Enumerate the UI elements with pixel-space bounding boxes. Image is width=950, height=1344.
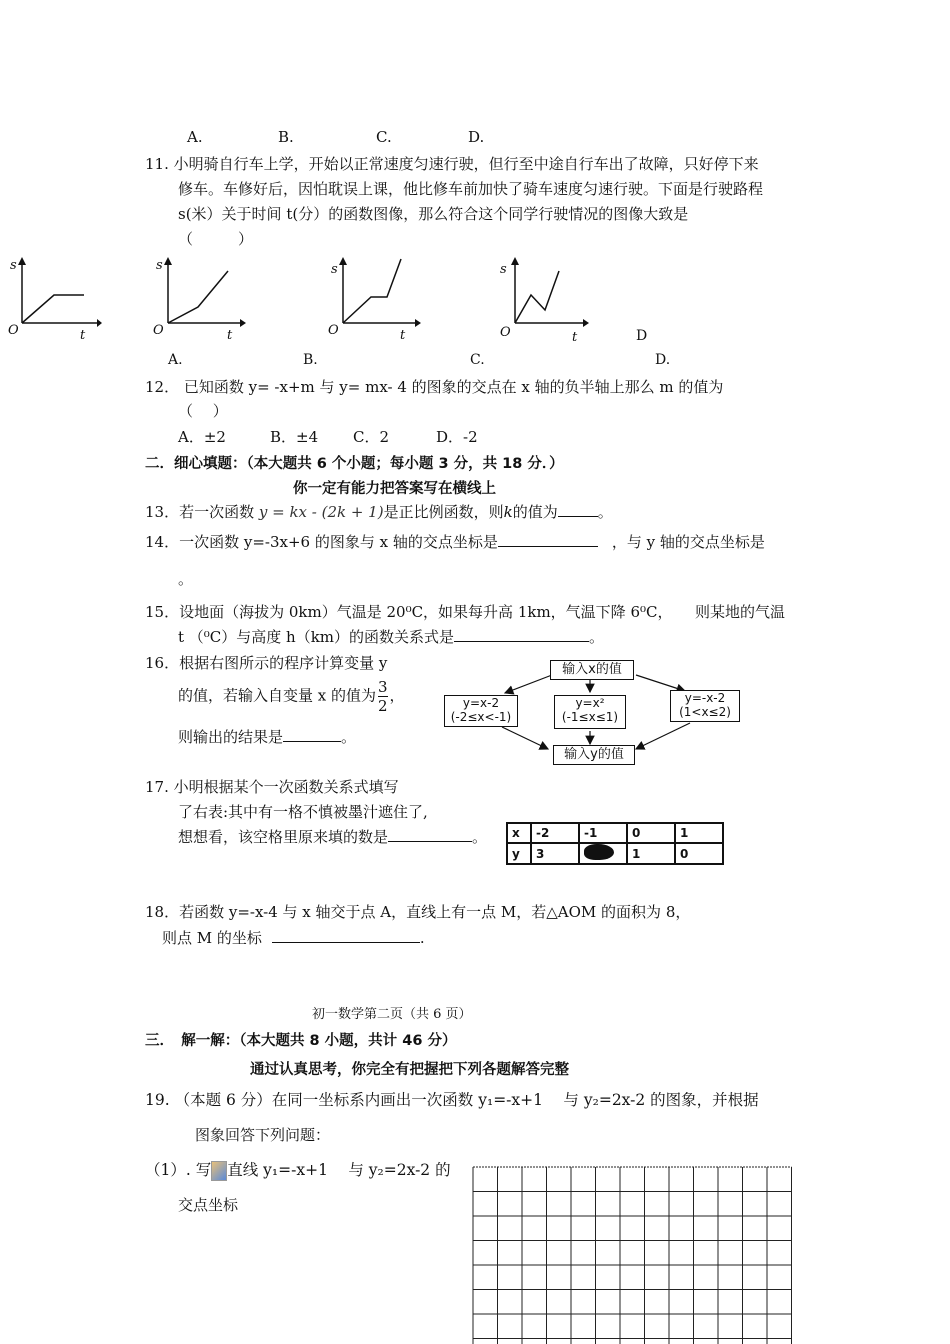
- table-row: [507, 843, 723, 864]
- flow-output-label: 输入y的值: [564, 747, 624, 762]
- table-cell-ink-blot: [579, 843, 627, 864]
- q13-formula: y = kx - (2k + 1): [258, 503, 384, 521]
- q17-line3-text: 想想看，该空格里原来填的数是: [178, 828, 389, 846]
- q18-end: .: [419, 929, 425, 947]
- table-cell: 0: [627, 823, 675, 843]
- q17-line1: 17. 小明根据某个一次函数关系式填写: [145, 778, 399, 796]
- flow-input-label: 输入x的值: [562, 662, 622, 677]
- q16-line1: 16．根据右图所示的程序计算变量 y: [145, 654, 388, 672]
- graph-c-o: O: [328, 323, 339, 338]
- q19-line1: 19. （本题 6 分）在同一坐标系内画出一次函数 y₁=-x+1 与 y₂=2x-2 的图象，并根据: [145, 1091, 759, 1109]
- flow-right-box: [670, 690, 740, 722]
- option-c-top: C.: [376, 128, 392, 146]
- graph-d-t: t: [572, 330, 578, 345]
- q19-sub1a: （1）. 写: [145, 1161, 212, 1179]
- q15-end: 。: [589, 628, 605, 646]
- graph-b-t: t: [227, 328, 233, 343]
- q16-line3: [178, 726, 356, 747]
- table-cell: 1: [627, 843, 675, 864]
- q14-pre: 14．一次函数 y=-3x+6 的图象与 x 轴的交点坐标是: [145, 533, 498, 551]
- q16-line3-text: 则输出的结果是: [178, 728, 284, 746]
- table-cell: y: [507, 843, 531, 864]
- option-b-top: B.: [278, 128, 294, 146]
- q12-line2: （ ）: [178, 402, 228, 420]
- q12-option-d: D．-2: [436, 428, 478, 446]
- q16-line2: [178, 678, 405, 715]
- q11-label-c: C.: [470, 352, 485, 368]
- q18-answer-blank[interactable]: [272, 928, 420, 943]
- q15-line1: 15．设地面（海拔为 0km）气温是 20⁰C，如果每升高 1km，气温下降 6⁰C， 则某地的气温: [145, 603, 785, 621]
- q18-line1: 18．若函数 y=-x-4 与 x 轴交于点 A，直线上有一点 M，若△AOM 的面积为 8，: [145, 903, 691, 921]
- section3-title: 三． 解一解：（本大题共 8 小题，共计 46 分）: [145, 1033, 457, 1049]
- q16-fraction: [378, 678, 388, 715]
- q12-option-a: A．±2: [178, 428, 226, 446]
- q16-comma: ，: [389, 686, 405, 705]
- q12-option-b: B．±4: [270, 428, 319, 446]
- table-cell: 1: [675, 823, 723, 843]
- table-cell: x: [507, 823, 531, 843]
- flow-left-line2: (-2≤x<-1): [450, 710, 512, 724]
- option-a-top: A.: [187, 128, 203, 146]
- q18-line2: [162, 927, 425, 948]
- section3-subtitle: 通过认真思考，你完全有把握把下列各题解答完整: [250, 1062, 569, 1078]
- graph-a-s: s: [10, 258, 17, 273]
- graph-b-o: O: [153, 323, 164, 338]
- q14-end: 。: [178, 570, 194, 588]
- q11-line1: 11. 小明骑自行车上学，开始以正常速度匀速行驶，但行至中途自行车出了故障，只好停下来: [145, 155, 759, 173]
- q13-answer-blank[interactable]: [558, 502, 598, 517]
- section2-subtitle: 你一定有能力把答案写在横线上: [293, 481, 496, 497]
- q17-value-table: [506, 822, 724, 865]
- q17-answer-blank[interactable]: [388, 827, 472, 842]
- q19-sub1b: 直线 y₁=-x+1 与 y₂=2x-2 的: [227, 1161, 451, 1179]
- section2-title: 二．细心填题：（本大题共 6 个小题；每小题 3 分，共 18 分．）: [145, 456, 564, 472]
- graph-a-o: O: [8, 323, 19, 338]
- flow-mid-line1: y=x²: [575, 696, 605, 710]
- q11-label-a: A.: [168, 352, 183, 368]
- q12-line1: 12． 已知函数 y= -x+m 与 y= mx- 4 的图象的交点在 x 轴的负半轴上那么 m 的值为: [145, 378, 724, 396]
- graph-b-s: s: [156, 258, 163, 273]
- q11-line3: s(米）关于时间 t(分）的函数图像，那么符合这个同学行驶情况的图像大致是: [178, 205, 689, 223]
- flow-right-line2: (1<x≤2): [679, 705, 731, 719]
- q11-stray-d: D: [636, 328, 648, 344]
- q15-line2-text: t （⁰C）与高度 h（km）的函数关系式是: [178, 628, 455, 646]
- q13-mid: 是正比例函数，则: [383, 503, 504, 521]
- q14-answer-blank-1[interactable]: [498, 532, 598, 547]
- coordinate-grid[interactable]: [472, 1166, 794, 1344]
- flow-left-line1: y=x-2: [462, 696, 500, 710]
- graph-a-t: t: [80, 328, 86, 343]
- q11-line2: 修车。车修好后，因怕耽误上课，他比修车前加快了骑车速度匀速行驶。下面是行驶路程: [178, 180, 764, 198]
- q19-line2: 图象回答下列问题：: [195, 1126, 331, 1144]
- q14-text: [145, 531, 765, 552]
- q16-line2-text: 的值，若输入自变量 x 的值为: [178, 686, 376, 705]
- graph-c-t: t: [400, 328, 406, 343]
- q12-option-c: C．2: [353, 428, 390, 446]
- q17-end: 。: [472, 828, 488, 846]
- q15-answer-blank[interactable]: [454, 627, 589, 642]
- q16-answer-blank[interactable]: [283, 727, 341, 742]
- table-row: [507, 823, 723, 843]
- q17-line3: [178, 826, 487, 847]
- q17-line2: 了右表:其中有一格不慎被墨汁遮住了,: [178, 803, 428, 821]
- q11-line4: （ ）: [178, 230, 254, 248]
- graph-d-s: s: [500, 262, 507, 277]
- flow-mid-line2: (-1≤x≤1): [561, 710, 619, 724]
- q13-pre: 13．若一次函数: [145, 503, 259, 521]
- table-cell: 0: [675, 843, 723, 864]
- q16-frac-den: 2: [378, 697, 388, 715]
- graph-c-s: s: [331, 262, 338, 277]
- table-cell: -1: [579, 823, 627, 843]
- q14-mid: ，与 y 轴的交点坐标是: [611, 533, 765, 551]
- broken-image-icon: [211, 1161, 227, 1181]
- q11-label-b: B.: [303, 352, 318, 368]
- q13-end: 。: [597, 503, 613, 521]
- flow-input-box: [550, 660, 634, 680]
- q11-label-d: D.: [655, 352, 671, 368]
- page-footer: 初一数学第二页（共 6 页）: [312, 1007, 472, 1022]
- flow-output-box: [553, 745, 635, 765]
- table-cell: -2: [531, 823, 579, 843]
- q16-frac-num: 3: [378, 678, 388, 696]
- ink-blot-icon: [584, 844, 614, 860]
- flow-left-box: [444, 695, 518, 727]
- flow-right-line1: y=-x-2: [684, 691, 726, 705]
- q19-sub1: [145, 1158, 451, 1181]
- option-d-top: D.: [468, 128, 485, 146]
- q19-sub1c: 交点坐标: [178, 1196, 239, 1214]
- table-cell: 3: [531, 843, 579, 864]
- q13-text: [145, 501, 613, 522]
- q15-line2: [178, 626, 604, 647]
- q18-line2-text: 则点 M 的坐标: [162, 929, 262, 947]
- flow-mid-box: [554, 695, 626, 729]
- q13-post: 的值为: [512, 503, 558, 521]
- q16-end: 。: [341, 728, 357, 746]
- graph-d-o: O: [500, 325, 511, 340]
- q13-var: k: [503, 503, 513, 521]
